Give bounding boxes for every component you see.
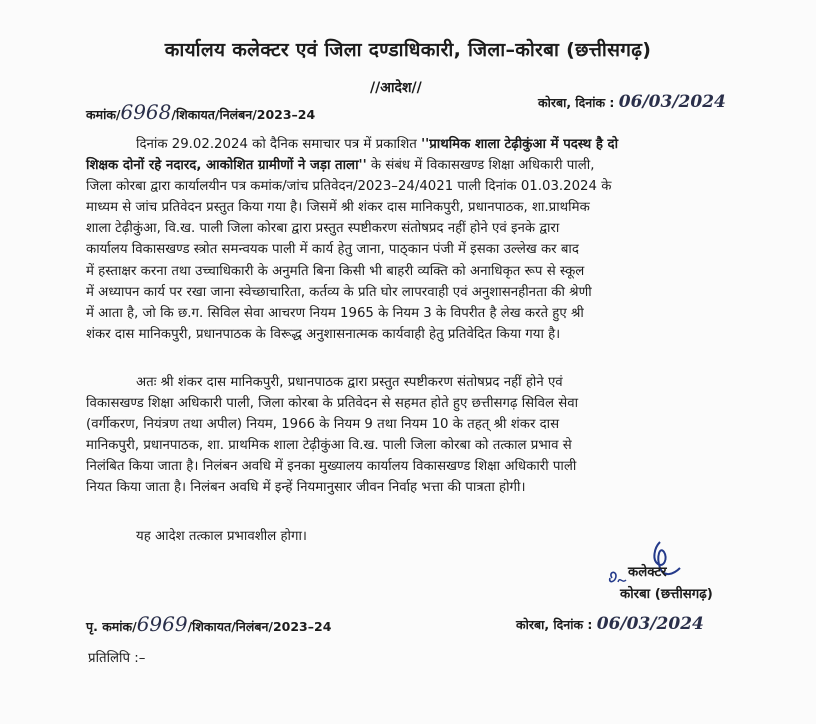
order-number-handwritten: 6968 [120,100,172,124]
endorsement-number-prefix: पृ. कमांक/ [86,619,137,634]
copy-to-label: प्रतिलिपि :– [88,651,146,666]
para1-line: शिक्षक दोनों रहे नदारद, आकोशित ग्रामीणों ने जड़ा ताला'' के संबंध में विकासखण्ड शिक्षा अधिकारी पाली, [86,158,595,174]
para1-line: में अध्यापन कार्य पर रखा जाना स्वेच्छाचारिता, कर्तव्य के प्रति घोर लापरवाही एवं अनुशासनहीनता की श्रेणी [86,284,592,300]
endorsement-date-line [516,614,704,634]
signatory-place: कोरबा (छत्तीसगढ़) [620,587,713,602]
order-date-line [538,92,726,112]
para2-line: निलंबित किया जाता है। निलंबन अवधि में इनका मुख्यालय कार्यालय विकासखण्ड शिक्षा अधिकारी पाली [86,459,577,475]
para2-line: (वर्गीकरण, नियंत्रण तथा अपील) नियम, 1966 के नियम 9 तथा नियम 10 के तहत् श्री शंकर दास [86,417,560,433]
para1-line: दिनांक 29.02.2024 को दैनिक समाचार पत्र में प्रकाशित ''प्राथमिक शाला टेढ़ीकुंआ में पदस्थ है दो [136,137,619,152]
endorsement-date-label: कोरबा, दिनांक : [516,617,593,632]
order-number-prefix: कमांक/ [86,107,121,122]
order-heading: //आदेश// [370,80,422,96]
body-paragraph-1 [86,134,766,345]
para1-line: में आता है, जो कि छ.ग. सिविल सेवा आचरण नियम 1965 के नियम 3 के विपरीत है लेख करते हुए श्री [86,305,584,321]
para2-line: मानिकपुरी, प्रधानपाठक, शा. प्राथमिक शाला टेढ़ीकुंआ वि.ख. पाली जिला कोरबा को तत्काल प्रभाव से [86,438,572,454]
signatory-designation: कलेक्टर [628,565,667,580]
order-date-label: कोरबा, दिनांक : [538,95,615,110]
para1-line: शाला टेढ़ीकुंआ, वि.ख. पाली जिला कोरबा द्वारा प्रस्तुत स्पष्टीकरण संतोषप्रद नहीं होने एवं इनके द्वारा [86,221,560,237]
signature-scribble-icon [594,538,774,614]
para1-line: माध्यम से जांच प्रतिवेदन प्रस्तुत किया गया है। जिसमें श्री शंकर दास मानिकपुरी, प्रधानपाठक, शा.प्राथमिक [86,200,590,216]
para1-line: जिला कोरबा द्वारा कार्यालयीन पत्र कमांक/जांच प्रतिवेदन/2023–24/4021 पाली दिनांक 01.03.2024 के [86,179,612,195]
order-date-rest: /03/2024 [642,92,726,112]
para2-line: विकासखण्ड शिक्षा अधिकारी पाली, जिला कोरबा के प्रतिवेदन से सहमत होते हुए छत्तीसगढ़ सिविल सेवा [86,396,579,412]
para2-line: अतः श्री शंकर दास मानिकपुरी, प्रधानपाठक द्वारा प्रस्तुत स्पष्टीकरण संतोषप्रद नहीं होने एवं [136,375,563,390]
endorsement-date-day-handwritten: 06 [596,614,621,634]
order-date-day-handwritten: 06 [618,92,643,112]
endorsement-number-handwritten: 6969 [136,612,188,636]
office-title: कार्यालय कलेक्टर एवं जिला दण्डाधिकारी, जिला–कोरबा (छत्तीसगढ़) [164,39,652,61]
endorsement-number-line [86,612,331,636]
endorsement-date-rest: /03/2024 [620,614,704,634]
para2-line: नियत किया जाता है। निलंबन अवधि में इन्हें नियमानुसार जीवन निर्वाह भत्ता की पात्रता होगी। [86,480,526,496]
order-number-suffix: /शिकायत/निलंबन/2023–24 [171,107,316,122]
closing-line: यह आदेश तत्काल प्रभावशील होगा। [136,529,307,544]
para1-line: में हस्ताक्षर करना तथा उच्चाधिकारी के अनुमति बिना किसी भी बाहरी व्यक्ति को अनाधिकृत रूप से स्कूल [86,263,585,279]
body-paragraph-2 [86,372,766,499]
para1-line: शंकर दास मानिकपुरी, प्रधानपाठक के विरूद्ध अनुशासनात्मक कार्यवाही हेतु प्रतिवेदित किया गया है। [86,326,561,342]
signature-block [594,538,774,614]
para1-line: कार्यालय विकासखण्ड स्त्रोत समन्वयक पाली में कार्य हेतु जाना, पाठ्कान पंजी में इसका उल्लेख कर बाद [86,242,579,258]
order-number-line [86,100,315,124]
endorsement-number-suffix: /शिकायत/निलंबन/2023–24 [187,619,332,634]
